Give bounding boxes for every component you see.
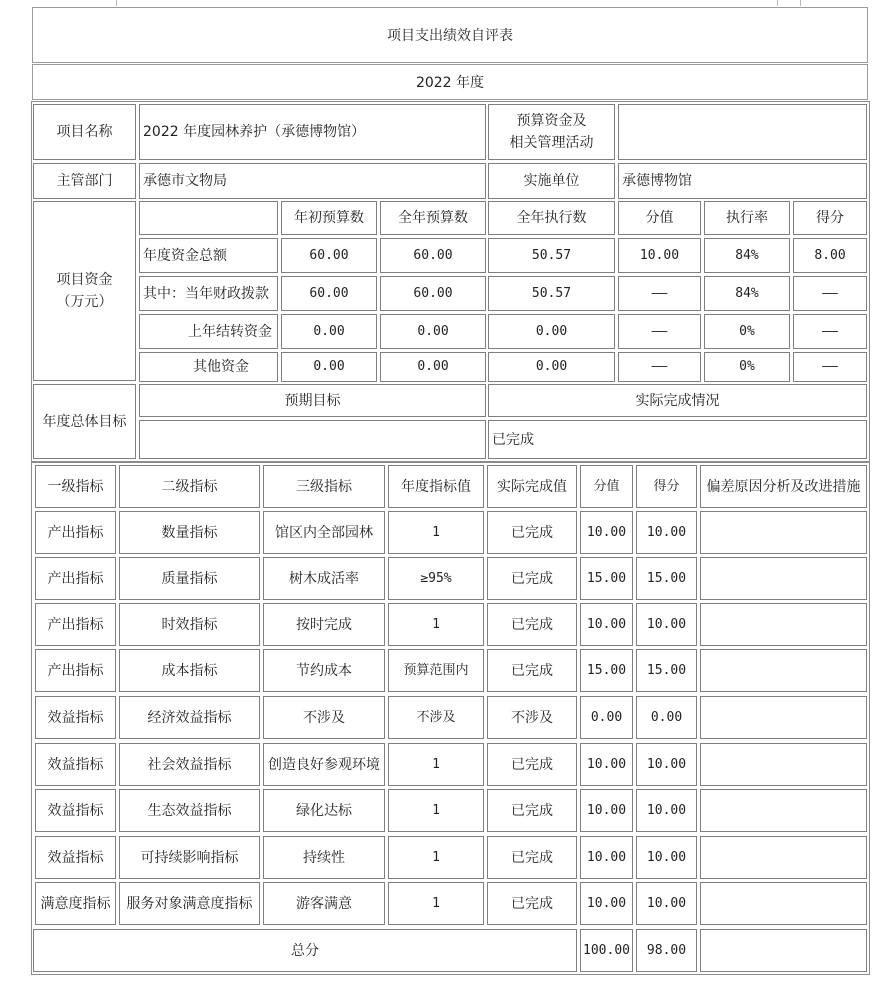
- dept-value: 承德市文物局: [139, 163, 486, 199]
- funds-cell: 10.00: [618, 238, 701, 273]
- indicator-cell-actual: 已完成: [487, 603, 577, 646]
- indicator-cell-level1: 效益指标: [35, 743, 116, 786]
- indicator-cell-level2: 时效指标: [119, 603, 260, 646]
- funds-cell: 0.00: [380, 352, 486, 382]
- indicator-cell-score-value: 10.00: [580, 603, 633, 646]
- goals-actual-header: 实际完成情况: [488, 384, 867, 417]
- funds-cell: 0.00: [380, 314, 486, 349]
- indicator-cell-level2: 社会效益指标: [119, 743, 260, 786]
- indicator-col-actual: 实际完成值: [487, 465, 577, 508]
- indicator-col-target: 年度指标值: [388, 465, 484, 508]
- funds-cell: 60.00: [281, 276, 377, 311]
- funds-label-line1: 项目资金: [56, 272, 113, 288]
- project-name-label: 项目名称: [33, 104, 136, 160]
- indicator-cell-actual: 已完成: [487, 743, 577, 786]
- indicator-cell-actual: 已完成: [487, 789, 577, 832]
- indicator-cell-level3: 树木成活率: [263, 557, 385, 600]
- funds-cell: 0%: [704, 352, 790, 382]
- indicator-cell-level1: 产出指标: [35, 511, 116, 554]
- indicator-cell-level3: 绿化达标: [263, 789, 385, 832]
- indicator-cell-level2: 生态效益指标: [119, 789, 260, 832]
- indicator-cell-level1: 产出指标: [35, 649, 116, 692]
- funds-cell: 0.00: [281, 352, 377, 382]
- indicator-col-level2: 二级指标: [119, 465, 260, 508]
- indicator-cell-target: 1: [388, 743, 484, 786]
- funds-cell: 84%: [704, 238, 790, 273]
- indicator-cell-score-value: 15.00: [580, 557, 633, 600]
- indicator-cell-level2: 可持续影响指标: [119, 836, 260, 879]
- funds-row-name: 其中：当年财政拨款: [139, 276, 278, 311]
- funds-cell: 0.00: [488, 352, 615, 382]
- impl-value: 承德博物馆: [618, 163, 867, 199]
- budget-activity-label: [488, 104, 615, 160]
- indicator-cell-target: 1: [388, 511, 484, 554]
- goals-label: 年度总体目标: [33, 384, 136, 459]
- indicator-cell-score-value: 10.00: [580, 743, 633, 786]
- indicator-cell-actual: 已完成: [487, 511, 577, 554]
- total-label: 总分: [33, 929, 577, 972]
- indicator-cell-target: 1: [388, 882, 484, 925]
- funds-cell: 50.57: [488, 276, 615, 311]
- funds-col-score-value: 分值: [618, 201, 701, 235]
- indicator-cell-deviation-note: [700, 789, 867, 832]
- goals-actual-value: 已完成: [488, 420, 867, 459]
- indicator-cell-target: 不涉及: [388, 696, 484, 739]
- indicator-cell-actual: 已完成: [487, 836, 577, 879]
- funds-col-exec-rate: 执行率: [704, 201, 790, 235]
- indicator-col-deviation-note: 偏差原因分析及改进措施: [700, 465, 867, 508]
- funds-cell: 0%: [704, 314, 790, 349]
- indicator-cell-level1: 效益指标: [35, 836, 116, 879]
- indicator-cell-score: 10.00: [636, 836, 697, 879]
- indicator-cell-score-value: 15.00: [580, 649, 633, 692]
- impl-label: 实施单位: [488, 163, 615, 199]
- indicator-cell-level1: 效益指标: [35, 696, 116, 739]
- indicator-cell-score-value: 10.00: [580, 789, 633, 832]
- project-name-value: 2022 年度园林养护（承德博物馆）: [139, 104, 486, 160]
- indicator-cell-level3: 游客满意: [263, 882, 385, 925]
- indicator-cell-score: 10.00: [636, 789, 697, 832]
- indicator-cell-level3: 不涉及: [263, 696, 385, 739]
- indicator-cell-deviation-note: [700, 603, 867, 646]
- indicator-cell-target: 预算范围内: [388, 649, 484, 692]
- indicator-cell-level1: 满意度指标: [35, 882, 116, 925]
- indicator-cell-target: 1: [388, 789, 484, 832]
- funds-row-name: 年度资金总额: [139, 238, 278, 273]
- funds-col-initial-budget: 年初预算数: [281, 201, 377, 235]
- indicator-cell-level3: 持续性: [263, 836, 385, 879]
- funds-cell: 60.00: [281, 238, 377, 273]
- indicator-cell-deviation-note: [700, 836, 867, 879]
- indicator-col-score-value: 分值: [580, 465, 633, 508]
- indicator-cell-actual: 已完成: [487, 557, 577, 600]
- indicator-cell-level3: 馆区内全部园林: [263, 511, 385, 554]
- funds-cell: ——: [618, 276, 701, 311]
- year-label: 2022 年度: [415, 75, 485, 91]
- indicator-cell-target: ≥95%: [388, 557, 484, 600]
- indicator-cell-score: 10.00: [636, 603, 697, 646]
- indicator-cell-level2: 质量指标: [119, 557, 260, 600]
- budget-activity-label-line2: 相关管理活动: [509, 135, 594, 151]
- title-box: [32, 7, 868, 63]
- funds-cell: 60.00: [380, 238, 486, 273]
- funds-cell: 0.00: [488, 314, 615, 349]
- indicator-cell-score: 15.00: [636, 649, 697, 692]
- indicator-cell-level1: 产出指标: [35, 557, 116, 600]
- document-title: 项目支出绩效自评表: [387, 28, 513, 44]
- indicator-cell-level1: 产出指标: [35, 603, 116, 646]
- funds-cell: 60.00: [380, 276, 486, 311]
- indicator-cell-level3: 创造良好参观环境: [263, 743, 385, 786]
- indicator-cell-level1: 效益指标: [35, 789, 116, 832]
- indicator-cell-score: 15.00: [636, 557, 697, 600]
- indicator-cell-level3: 按时完成: [263, 603, 385, 646]
- indicator-cell-deviation-note: [700, 882, 867, 925]
- indicator-cell-score: 10.00: [636, 743, 697, 786]
- indicator-col-level1: 一级指标: [35, 465, 116, 508]
- dept-label: 主管部门: [33, 163, 136, 199]
- indicator-cell-deviation-note: [700, 511, 867, 554]
- indicator-cell-target: 1: [388, 603, 484, 646]
- indicator-cell-level3: 节约成本: [263, 649, 385, 692]
- year-box: [32, 64, 868, 100]
- indicator-cell-deviation-note: [700, 557, 867, 600]
- indicator-cell-target: 1: [388, 836, 484, 879]
- indicator-cell-score-value: 10.00: [580, 882, 633, 925]
- funds-col-executed: 全年执行数: [488, 201, 615, 235]
- funds-label-line2: （万元）: [56, 294, 113, 310]
- funds-cell: 0.00: [281, 314, 377, 349]
- funds-row-name: 其他资金: [139, 352, 278, 382]
- funds-cell: 84%: [704, 276, 790, 311]
- indicator-cell-actual: 已完成: [487, 649, 577, 692]
- funds-cell: 8.00: [793, 238, 867, 273]
- funds-col-score: 得分: [793, 201, 867, 235]
- funds-cell: ——: [793, 352, 867, 382]
- funds-cell: ——: [618, 352, 701, 382]
- funds-cell: ——: [793, 314, 867, 349]
- indicator-cell-deviation-note: [700, 649, 867, 692]
- indicator-cell-level2: 服务对象满意度指标: [119, 882, 260, 925]
- indicator-cell-score: 0.00: [636, 696, 697, 739]
- budget-activity-value: [618, 104, 867, 160]
- indicator-cell-level2: 经济效益指标: [119, 696, 260, 739]
- funds-col-annual-budget: 全年预算数: [380, 201, 486, 235]
- total-note: [700, 929, 867, 972]
- indicator-cell-deviation-note: [700, 696, 867, 739]
- indicator-cell-level2: 成本指标: [119, 649, 260, 692]
- funds-cell: 50.57: [488, 238, 615, 273]
- indicator-cell-score-value: 10.00: [580, 836, 633, 879]
- goals-expected-header: 预期目标: [139, 384, 486, 417]
- goals-expected-value: [139, 420, 486, 459]
- indicator-cell-score-value: 10.00: [580, 511, 633, 554]
- indicator-cell-score-value: 0.00: [580, 696, 633, 739]
- page-edge-marks: [110, 0, 810, 6]
- indicator-cell-actual: 已完成: [487, 882, 577, 925]
- funds-cell: ——: [618, 314, 701, 349]
- indicator-col-score: 得分: [636, 465, 697, 508]
- indicator-cell-actual: 不涉及: [487, 696, 577, 739]
- indicator-cell-score: 10.00: [636, 882, 697, 925]
- indicator-col-level3: 三级指标: [263, 465, 385, 508]
- funds-label: [33, 201, 136, 381]
- indicator-cell-level2: 数量指标: [119, 511, 260, 554]
- funds-header-blank: [139, 201, 278, 235]
- indicator-cell-score: 10.00: [636, 511, 697, 554]
- funds-cell: ——: [793, 276, 867, 311]
- budget-activity-label-line1: 预算资金及: [516, 113, 587, 129]
- total-score: 98.00: [636, 929, 697, 972]
- indicator-cell-deviation-note: [700, 743, 867, 786]
- funds-row-name: 上年结转资金: [139, 314, 278, 349]
- total-score-value: 100.00: [580, 929, 633, 972]
